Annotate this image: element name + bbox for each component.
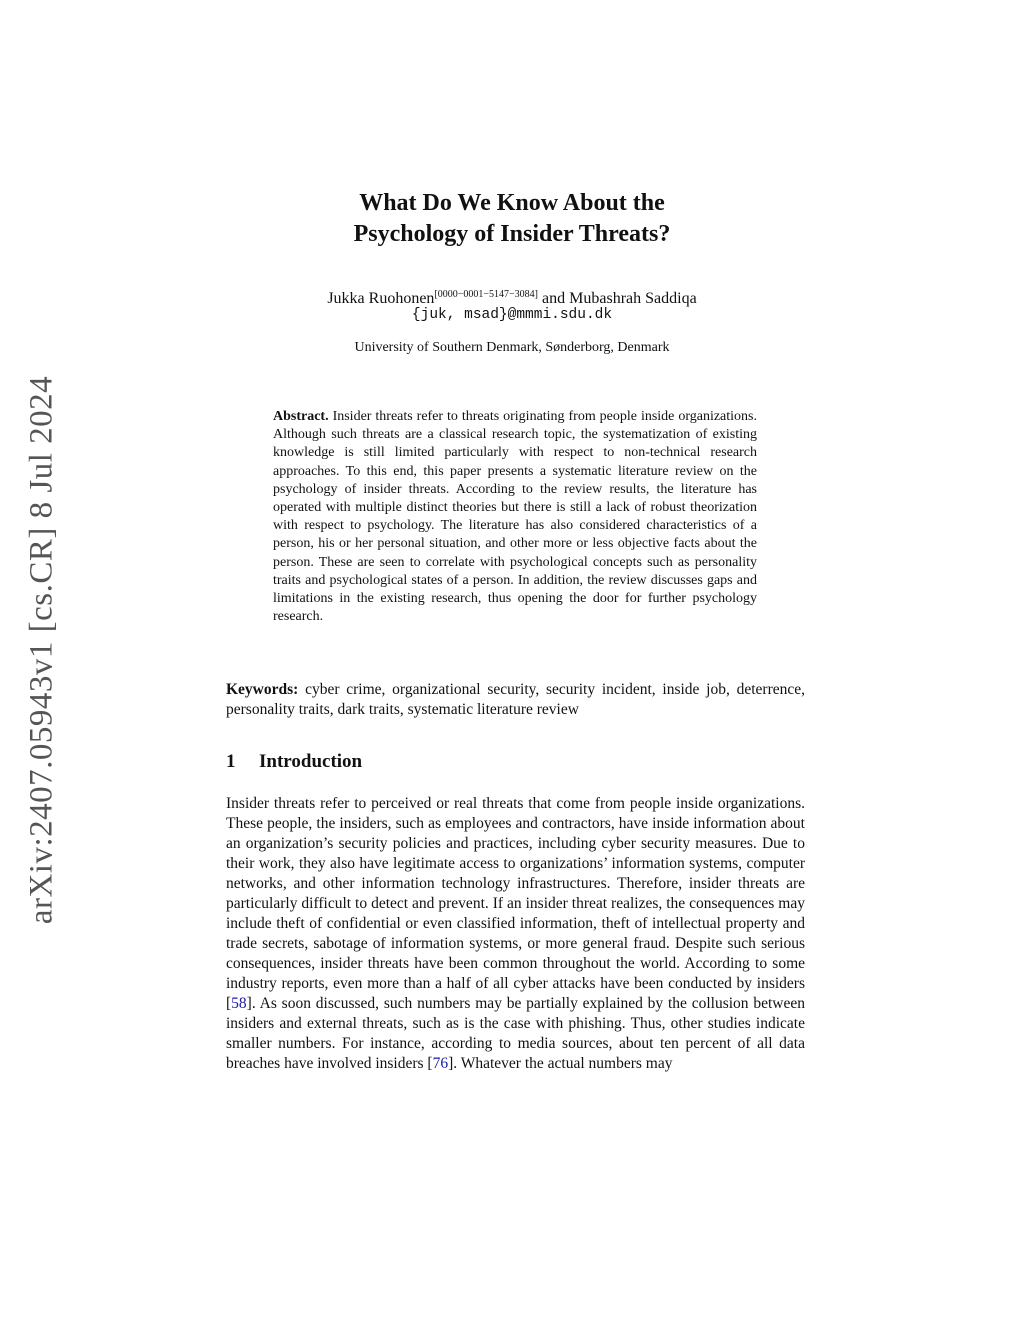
keywords: [226, 680, 805, 720]
abstract: [273, 408, 757, 626]
orcid: [0000−0001−5147−3084]: [434, 289, 539, 300]
paper-title: [0, 188, 1024, 250]
abstract-label: Abstract.: [273, 409, 329, 424]
section-number: 1: [226, 751, 236, 772]
citation-link-58[interactable]: 58: [231, 995, 247, 1012]
section-heading: [226, 751, 362, 773]
intro-text-1: Insider threats refer to perceived or real threats that come from people inside organizations. These people, the insiders, such as employees and contractors, have inside information about an organization’s security policies and practices, including cyber security measures. Due to their work, they also have legitimate access to organizations’ information systems, computer networks, and other information technology infrastructures. Therefore, insider threats are particularly difficult to detect and prevent. If an insider threat realizes, the consequences may include theft of confidential or even classified information, theft of intellectual property and trade secrets, sabotage of information systems, or more general fraud. Despite such serious consequences, insider threats have been common throughout the world. According to some industry reports, even more than a half of all cyber attacks have been conducted by insiders [: [226, 795, 805, 1012]
author-1: Jukka Ruohonen: [327, 290, 435, 307]
intro-text-2: ]. As soon discussed, such numbers may be partially explained by the collusion between insiders and external threats, such as is the case with phishing. Thus, other studies indicate smaller numbers. For instance, according to media sources, about ten percent of all data breaches have involved insiders [: [226, 995, 805, 1072]
abstract-text: Insider threats refer to threats originating from people inside organizations. Although such threats are a classical research topic, the systematization of existing knowledge is still limited particularly with respect to non-technical research approaches. To this end, this paper presents a systematic literature review on the psychology of insider threats. According to the review results, the literature has operated with multiple distinct theories but there is still a lack of robust theorization with respect to psychology. The literature has also considered characteristics of a person, his or her personal situation, and other more or less objective facts about the person. These are seen to correlate with psychological concepts such as personality traits and psychological states of a person. In addition, the review discusses gaps and limitations in the existing research, thus opening the door for further psychology research.: [273, 409, 758, 625]
affiliation: University of Southern Denmark, Sønderborg, Denmark: [354, 340, 670, 355]
title-line-1: What Do We Know About the: [359, 190, 665, 216]
intro-paragraph: [226, 794, 805, 1074]
arxiv-identifier: arXiv:2407.05943v1 [cs.CR] 8 Jul 2024: [23, 375, 60, 925]
intro-text-3: ]. Whatever the actual numbers may: [448, 1055, 673, 1072]
title-line-2: Psychology of Insider Threats?: [353, 221, 671, 247]
keywords-text: cyber crime, organizational security, security incident, inside job, deterrence, personality traits, dark traits, systematic literature review: [226, 681, 806, 718]
author-2: and Mubashrah Saddiqa: [542, 290, 697, 307]
keywords-label: Keywords:: [226, 681, 299, 698]
section-title: Introduction: [259, 751, 363, 772]
citation-link-76[interactable]: 76: [432, 1055, 449, 1072]
author-emails: {juk, msad}@mmmi.sdu.dk: [411, 307, 613, 323]
